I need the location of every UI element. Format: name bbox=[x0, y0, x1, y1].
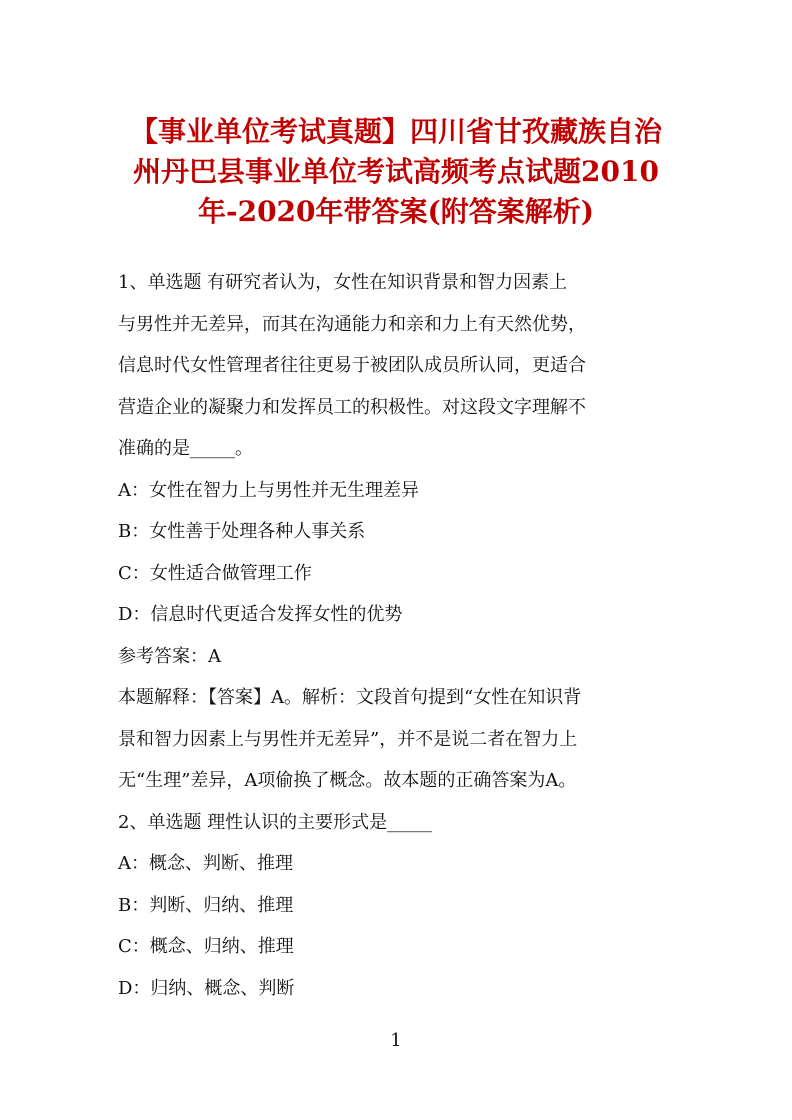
q2-stem: 2、单选题 理性认识的主要形式是_____ bbox=[118, 812, 433, 833]
title-line-1: 【事业单位考试真题】四川省甘孜藏族自治 bbox=[129, 115, 662, 148]
q1-stem-line-2: 与男性并无差异，而其在沟通能力和亲和力上有天然优势， bbox=[118, 314, 586, 335]
q1-option-a: A：女性在智力上与男性并无生理差异 bbox=[118, 480, 419, 501]
q2-option-a: A：概念、判断、推理 bbox=[118, 853, 293, 874]
q1-option-c: C：女性适合做管理工作 bbox=[118, 563, 312, 584]
title-line-2: 州丹巴县事业单位考试高频考点试题2010 bbox=[133, 155, 659, 188]
q1-answer: 参考答案：A bbox=[118, 646, 221, 667]
q1-explanation-line-2: 景和智力因素上与男性并无差异”，并不是说二者在智力上 bbox=[118, 729, 578, 750]
document-title bbox=[110, 112, 682, 232]
q1-option-b: B：女性善于处理各种人事关系 bbox=[118, 521, 366, 542]
q1-stem-line-1: 1、单选题 有研究者认为，女性在知识背景和智力因素上 bbox=[118, 272, 568, 293]
q2-option-c: C：概念、归纳、推理 bbox=[118, 936, 294, 957]
q1-stem-line-3: 信息时代女性管理者往往更易于被团队成员所认同，更适合 bbox=[118, 355, 586, 376]
q1-option-d: D：信息时代更适合发挥女性的优势 bbox=[118, 604, 403, 625]
q2-option-d: D：归纳、概念、判断 bbox=[118, 978, 295, 999]
title-line-3: 年-2020年带答案(附答案解析) bbox=[197, 195, 595, 228]
q1-stem-line-4: 营造企业的凝聚力和发挥员工的积极性。对这段文字理解不 bbox=[118, 397, 586, 418]
page-number: 1 bbox=[390, 1030, 402, 1051]
q1-stem-line-5: 准确的是_____。 bbox=[118, 438, 253, 459]
q2-option-b: B：判断、归纳、推理 bbox=[118, 895, 294, 916]
q1-explanation-line-3: 无“生理”差异，A项偷换了概念。故本题的正确答案为A。 bbox=[118, 770, 577, 791]
q1-explanation-line-1: 本题解释：【答案】A。解析：文段首句提到“女性在知识背 bbox=[118, 687, 582, 708]
